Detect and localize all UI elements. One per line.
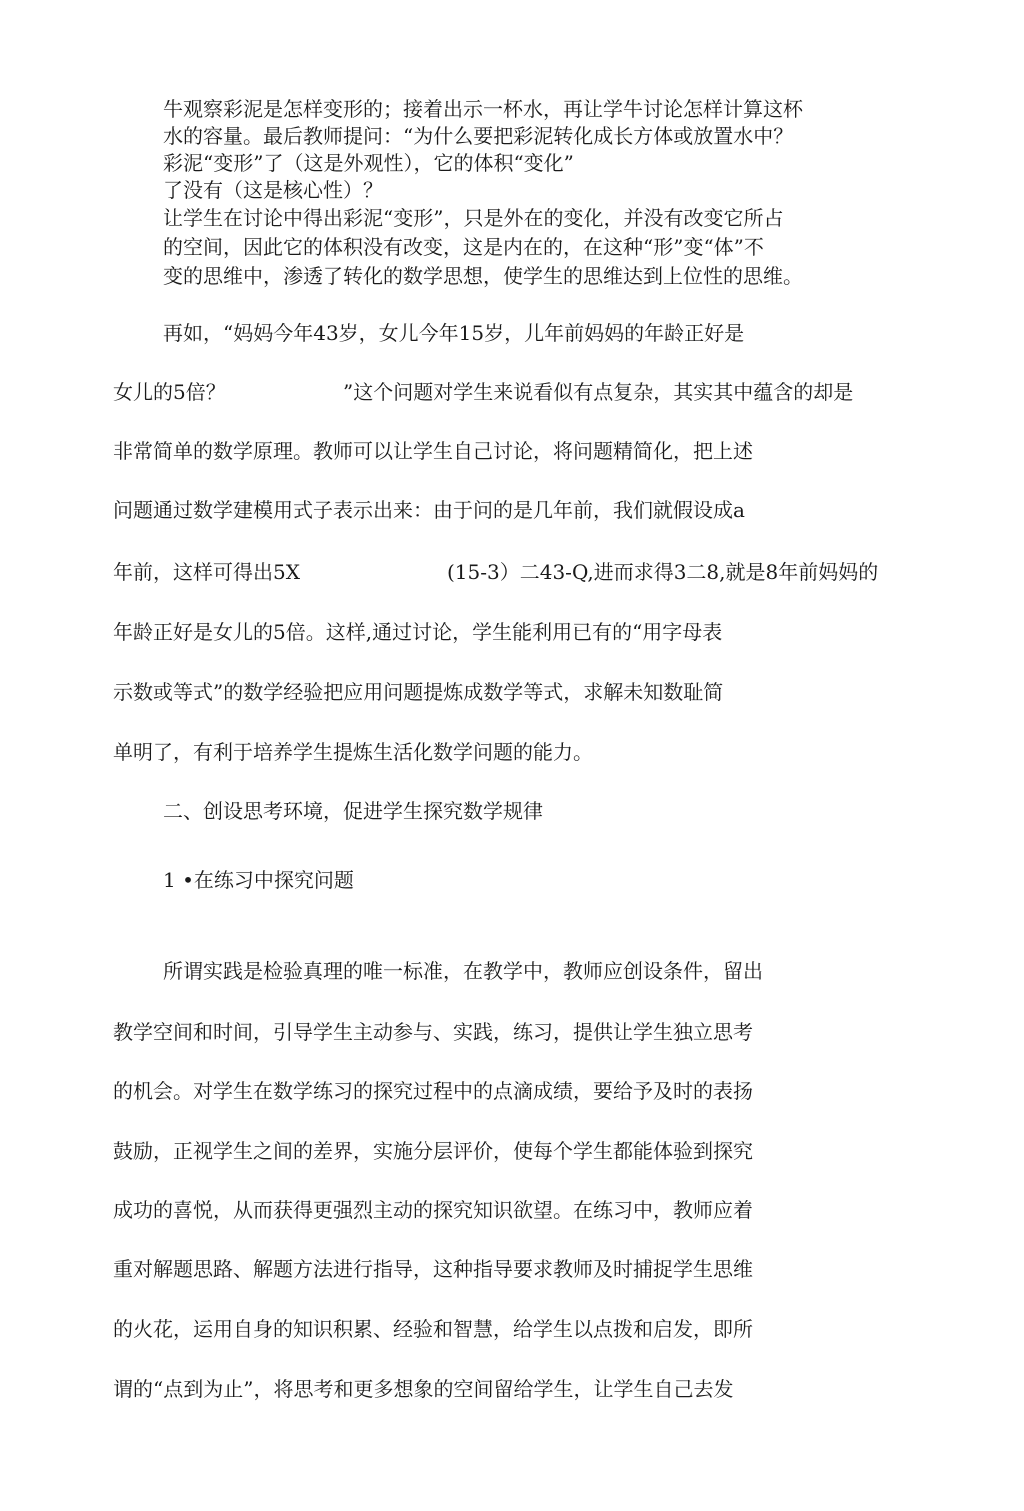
- text-line: 教学空间和时间，引导学生主动参与、实践，练习，提供让学生独立思考: [113, 1020, 753, 1044]
- text-line: 所谓实践是检验真理的唯一标准，在教学中，教师应创设条件，留出: [163, 959, 763, 983]
- text-line: [113, 559, 300, 585]
- text-line: 单明了，有利于培养学生提炼生活化数学问题的能力。: [113, 740, 593, 764]
- text-line: 牛观察彩泥是怎样变形的；接着出示一杯水，再让学牛讨论怎样计算这杯: [163, 97, 803, 121]
- text-line: [343, 379, 853, 405]
- text-line: 问题通过数学建模用式子表示出来：由于问的是几年前，我们就假设成a: [113, 498, 745, 522]
- text-line: 谓的“点到为止”，将思考和更多想象的空间留给学生，让学生自己去发: [113, 1377, 734, 1401]
- text-line: [113, 379, 226, 405]
- text-segment: (15-3）二43-Q,进而求得3二8,就是8年前妈妈的: [447, 560, 879, 584]
- text-line: 变的思维中，渗透了转化的数学思想，使学生的思维达到上位性的思维。: [163, 264, 803, 288]
- section-heading: 二、创设思考环境，促进学生探究数学规律: [163, 799, 543, 823]
- text-line: 水的容量。最后教师提问：“为什么要把彩泥转化成长方体或放置水中？: [163, 124, 794, 148]
- text-line: 彩泥“变形”了（这是外观性），它的体积“变化”: [163, 151, 574, 175]
- text-line: 再如，“妈妈今年43岁，女儿今年15岁，儿年前妈妈的年龄正好是: [163, 321, 745, 345]
- text-line: 成功的喜悦，从而获得更强烈主动的探究知识欲望。在练习中，教师应着: [113, 1198, 753, 1222]
- text-line: 了没有（这是核心性）？: [163, 178, 383, 202]
- subsection-heading: 1 •在练习中探究问题: [163, 868, 354, 892]
- text-line: 鼓励，正视学生之间的差界，实施分层评价，使每个学生都能体验到探究: [113, 1139, 753, 1163]
- text-line: 示数或等式”的数学经验把应用问题提炼成数学等式，求解未知数耻简: [113, 680, 724, 704]
- text-line: 的火花，运用自身的知识积累、经验和智慧，给学生以点拨和启发，即所: [113, 1317, 753, 1341]
- text-line: [447, 559, 878, 585]
- text-line: 的空间，因此它的体积没有改变，这是内在的，在这种“形”变“体”不: [163, 235, 764, 259]
- text-segment: 年前，这样可得出5X: [113, 560, 300, 584]
- text-line: 年龄正好是女儿的5倍。这样,通过讨论，学生能利用已有的“用字母表: [113, 620, 723, 644]
- text-line: 的机会。对学生在数学练习的探究过程中的点滴成绩，要给予及时的表扬: [113, 1079, 753, 1103]
- text-segment: ”这个问题对学生来说看似有点复杂，其实其中蕴含的却是: [343, 380, 854, 404]
- text-line: 让学生在讨论中得出彩泥“变形”，只是外在的变化，并没有改变它所占: [163, 206, 784, 230]
- text-segment: 女儿的5倍？: [113, 380, 226, 404]
- text-line: 重对解题思路、解题方法进行指导，这种指导要求教师及时捕捉学生思维: [113, 1257, 753, 1281]
- text-line: 非常简单的数学原理。教师可以让学生自己讨论，将问题精简化，把上述: [113, 439, 753, 463]
